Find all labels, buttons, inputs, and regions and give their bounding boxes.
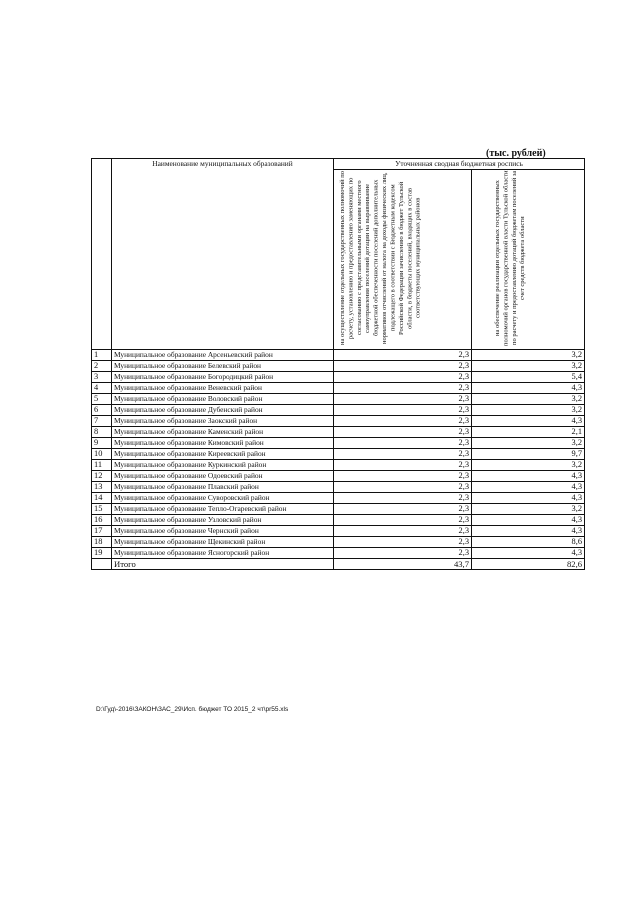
total-value-1: 43,7	[334, 559, 472, 570]
value-column-2: 4,3	[472, 482, 585, 493]
row-number: 2	[92, 361, 112, 372]
municipality-name: Муниципальное образование Узловский район	[112, 515, 334, 526]
value-column-1: 2,3	[334, 548, 472, 559]
total-value-2: 82,6	[472, 559, 585, 570]
municipality-name: Муниципальное образование Чернский район	[112, 526, 334, 537]
value-column-2: 9,7	[472, 449, 585, 460]
value-column-1: 2,3	[334, 493, 472, 504]
row-number: 6	[92, 405, 112, 416]
value-column-2: 3,2	[472, 350, 585, 361]
row-number: 11	[92, 460, 112, 471]
header-subcolumn-1-text: на осуществление отдельных государственных полномочий по расчету, установлению и предоставлению заменяющих по согласованию с представительными органами местного самоуправления поселений дотации на выравнивание бюджетной обеспеченности поселений дополнительных нормативов отчислений от налога на доходы физических лиц, подлежащего в соответствии с Бюджетным кодексом Российской Федерации зачислению в бюджет Тульской области, в бюджеты поселений, входящих в состав соответствующих муниципальных районов	[338, 171, 422, 345]
table-row	[92, 405, 585, 416]
value-column-2: 4,3	[472, 526, 585, 537]
row-number: 17	[92, 526, 112, 537]
value-column-1: 2,3	[334, 482, 472, 493]
value-column-1: 2,3	[334, 504, 472, 515]
value-column-2: 3,2	[472, 405, 585, 416]
row-number: 3	[92, 372, 112, 383]
table-row	[92, 350, 585, 361]
municipality-name: Муниципальное образование Богородицкий район	[112, 372, 334, 383]
header-row-top	[92, 159, 585, 170]
row-number: 1	[92, 350, 112, 361]
municipality-name: Муниципальное образование Плавский район	[112, 482, 334, 493]
value-column-1: 2,3	[334, 460, 472, 471]
value-column-2: 3,2	[472, 361, 585, 372]
value-column-1: 2,3	[334, 350, 472, 361]
table-row	[92, 548, 585, 559]
value-column-2: 2,1	[472, 427, 585, 438]
value-column-1: 2,3	[334, 405, 472, 416]
row-number: 5	[92, 394, 112, 405]
total-label: Итого	[112, 559, 334, 570]
row-number: 9	[92, 438, 112, 449]
total-index-cell	[92, 559, 112, 570]
header-subcolumn-1	[334, 170, 472, 350]
value-column-1: 2,3	[334, 361, 472, 372]
header-subcolumn-2	[472, 170, 585, 350]
row-number: 10	[92, 449, 112, 460]
table-row	[92, 482, 585, 493]
value-column-2: 3,2	[472, 460, 585, 471]
table-row	[92, 427, 585, 438]
units-label: (тыс. рублей)	[486, 148, 546, 159]
municipality-name: Муниципальное образование Воловский район	[112, 394, 334, 405]
value-column-2: 4,3	[472, 471, 585, 482]
table-row	[92, 471, 585, 482]
table-row	[92, 416, 585, 427]
row-number: 8	[92, 427, 112, 438]
municipality-name: Муниципальное образование Каменский район	[112, 427, 334, 438]
table-row	[92, 504, 585, 515]
value-column-1: 2,3	[334, 438, 472, 449]
row-number: 14	[92, 493, 112, 504]
municipality-name: Муниципальное образование Киреевский район	[112, 449, 334, 460]
municipality-name: Муниципальное образование Заокский район	[112, 416, 334, 427]
municipality-name: Муниципальное образование Кимовский район	[112, 438, 334, 449]
municipality-name: Муниципальное образование Куркинский район	[112, 460, 334, 471]
row-number: 12	[92, 471, 112, 482]
municipality-name: Муниципальное образование Суворовский район	[112, 493, 334, 504]
value-column-2: 4,3	[472, 515, 585, 526]
table-row	[92, 383, 585, 394]
row-number: 4	[92, 383, 112, 394]
municipality-name: Муниципальное образование Ясногорский район	[112, 548, 334, 559]
value-column-2: 4,3	[472, 416, 585, 427]
value-column-1: 2,3	[334, 372, 472, 383]
row-number: 7	[92, 416, 112, 427]
value-column-1: 2,3	[334, 471, 472, 482]
municipality-name: Муниципальное образование Тепло-Огаревский район	[112, 504, 334, 515]
table-row	[92, 438, 585, 449]
table-row	[92, 526, 585, 537]
row-number: 15	[92, 504, 112, 515]
municipality-name: Муниципальное образование Белевский район	[112, 361, 334, 372]
value-column-2: 5,4	[472, 372, 585, 383]
table-body	[92, 350, 585, 559]
municipality-name: Муниципальное образование Веневский район	[112, 383, 334, 394]
header-subcolumn-2-text: на обеспечение реализации отдельных государственных полномочий органов государственной власти Тульской области по расчету и предоставлению дотаций бюджетам поселений за счет средств бюджета области	[494, 170, 527, 346]
table-row	[92, 361, 585, 372]
value-column-1: 2,3	[334, 537, 472, 548]
file-path-footer: D:\Гуд\-2016\ЗАКОН\ЗАС_29\Исп. бюджет ТО 2015_2 чт\pr55.xls	[96, 706, 289, 713]
header-budget-group: Уточненная сводная бюджетная роспись	[334, 159, 585, 170]
value-column-2: 3,2	[472, 394, 585, 405]
value-column-1: 2,3	[334, 427, 472, 438]
value-column-2: 8,6	[472, 537, 585, 548]
budget-table	[91, 158, 585, 570]
table-row	[92, 394, 585, 405]
value-column-1: 2,3	[334, 383, 472, 394]
municipality-name: Муниципальное образование Дубенский район	[112, 405, 334, 416]
municipality-name: Муниципальное образование Щекинский район	[112, 537, 334, 548]
value-column-1: 2,3	[334, 515, 472, 526]
row-number: 16	[92, 515, 112, 526]
value-column-2: 3,2	[472, 504, 585, 515]
value-column-1: 2,3	[334, 449, 472, 460]
value-column-1: 2,3	[334, 394, 472, 405]
row-number: 18	[92, 537, 112, 548]
table-row	[92, 537, 585, 548]
header-index-cell	[92, 159, 112, 350]
value-column-2: 3,2	[472, 438, 585, 449]
total-row	[92, 559, 585, 570]
value-column-2: 4,3	[472, 383, 585, 394]
municipality-name: Муниципальное образование Одоевский район	[112, 471, 334, 482]
table-row	[92, 372, 585, 383]
value-column-1: 2,3	[334, 416, 472, 427]
table-row	[92, 460, 585, 471]
table-row	[92, 515, 585, 526]
value-column-2: 4,3	[472, 493, 585, 504]
header-municipality-name: Наименование муниципальных образований	[112, 159, 334, 350]
row-number: 19	[92, 548, 112, 559]
municipality-name: Муниципальное образование Арсеньевский район	[112, 350, 334, 361]
value-column-1: 2,3	[334, 526, 472, 537]
value-column-2: 4,3	[472, 548, 585, 559]
table-row	[92, 493, 585, 504]
row-number: 13	[92, 482, 112, 493]
table-row	[92, 449, 585, 460]
